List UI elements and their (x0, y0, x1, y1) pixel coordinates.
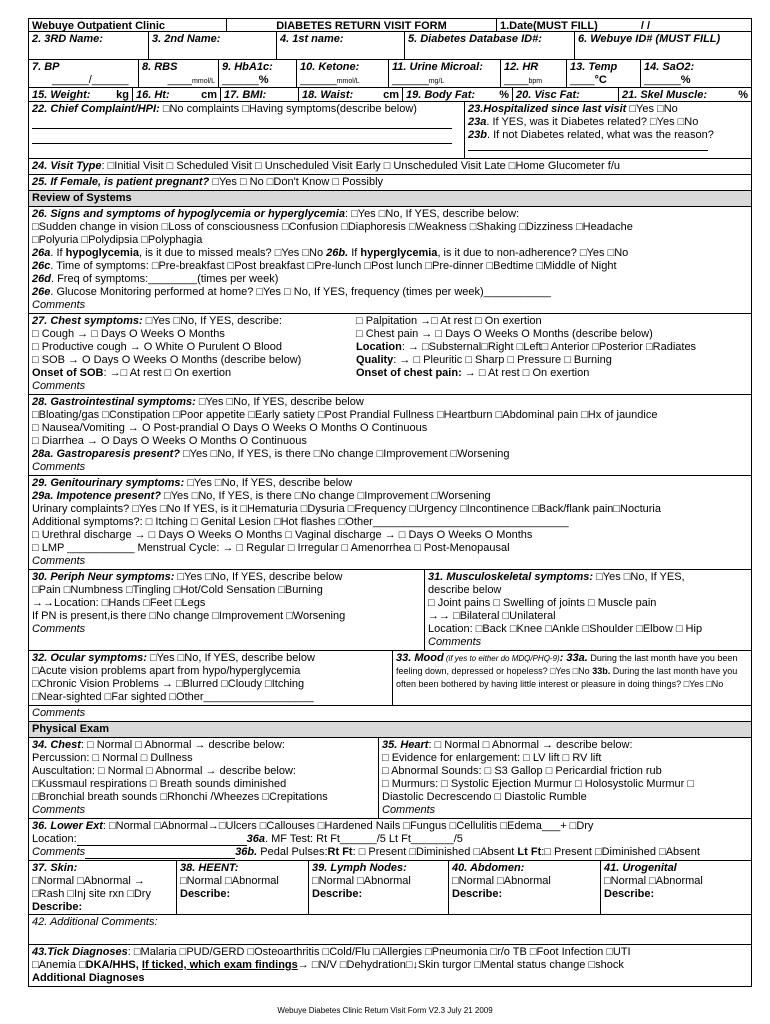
body-fat-field[interactable]: 19. Body Fat: % (403, 88, 513, 101)
first-name-field[interactable]: 4. 1st name: (277, 32, 405, 59)
q32-q33-row (29, 651, 751, 706)
weight-field[interactable]: 15. Weight: kg (29, 88, 133, 101)
ketone-field[interactable]: 10. Ketone: ______mmol/L (297, 60, 389, 87)
hba1c-field[interactable]: 9. HbA1c: ______% (219, 60, 297, 87)
second-name-field[interactable]: 3. 2nd Name: (149, 32, 277, 59)
id-row (29, 32, 751, 60)
urine-microal-field[interactable]: 11. Urine Microal: ______mg/L (389, 60, 501, 87)
header-row (29, 19, 751, 32)
q31-musculoskeletal[interactable]: 31. Musculoskeletal symptoms: □Yes □No, If YES, describe below □ Joint pains □ Swelling of joints □ Muscle pain →→ □Bilateral □Unilateral Location: □Back □Knee □Ankle □Shoulder □Elbow □ Hip Comments (428, 571, 703, 648)
review-of-systems-title: Review of Systems (29, 191, 751, 207)
waist-field[interactable]: 18. Waist: cm (299, 88, 403, 101)
q43-diagnoses[interactable]: 43.Tick Diagnoses: □Malaria □PUD/GERD □Osteoarthritis □Cold/Flu □Allergies □Pneumonia □r/o TB □Foot Infection □UTI □Anemia □DKA/HHS, If ticked, which exam findings→ □N/V □Dehydration□↓Skin turgor □Mental status change □shock Additional Diagnoses (32, 946, 631, 984)
physical-exam-title: Physical Exam (29, 722, 751, 738)
q30-q31-row (29, 570, 751, 651)
q40-abdomen[interactable]: 40. Abdomen: □Normal □Abnormal Describe: (449, 861, 601, 914)
q37-q41-row (29, 861, 751, 915)
rbs-field[interactable]: 8. RBS ____mmol/L (139, 60, 219, 87)
form-footer: Webuye Diabetes Clinic Return Visit Form V2.3 July 21 2009 (277, 1006, 493, 1015)
q27-chest-symptoms[interactable]: 27. Chest symptoms: □Yes □No, If YES, describe: □ Cough → □ Days O Weeks O Months □ Productive cough → O White O Purulent O Blood □ SOB → O Days O Weeks O Months (describe below) Onset of SOB: →□ At rest □ On exertion □ Palpitation →□ At rest □ On exertion □ Chest pain → □ Days O Weeks O Months (describe below) Location: → □Substernal□Right □Left□ Anterior □Posterior □Radiates Quality: → □ Pleuritic □ Sharp □ Pressure □ Burning Onset of chest pain: → □ At rest □ On exertion Comments (29, 314, 751, 395)
q36-lower-ext[interactable]: 36. Lower Ext: □Normal □Abnormal→□Ulcers □Callouses □Hardened Nails □Fungus □Cellulitis □Edema___+ □Dry Location: 36a. MF Test: Rt Ft______/5 Lt Ft_______/5 Comments 36b. Pedal Pulses:Rt Ft: □ Present □Diminished □Absent Lt Ft:□ Present □Diminished □Absent (29, 819, 751, 861)
webuye-id-field[interactable]: 6. Webuye ID# (MUST FILL) (578, 33, 721, 45)
q28-gi-symptoms[interactable]: 28. Gastrointestinal symptoms: □Yes □No, If YES, describe below □Bloating/gas □Constipation □Poor appetite □Early satiety □Post Prandial Fullness □Heartburn □Abdominal pain □Hx of jaundice □ Nausea/Vomiting → O Post-prandial O Days O Weeks O Months O Continuous □ Diarrhea → O Days O Weeks O Months O Continuous 28a. Gastroparesis present? □Yes □No, If YES, is there □No change □Improvement □Worsening Comments (29, 395, 751, 476)
third-name-field[interactable]: 2. 3RD Name: (29, 32, 149, 59)
q42-additional-comments[interactable]: 42. Additional Comments: (29, 915, 751, 945)
vitals-row (29, 60, 751, 88)
complaint-row (29, 102, 751, 159)
q41-urogenital[interactable]: 41. Urogenital □Normal □Abnormal Describe: (604, 862, 703, 900)
q39-lymph-nodes[interactable]: 39. Lymph Nodes: □Normal □Abnormal Describe: (309, 861, 449, 914)
q38-heent[interactable]: 38. HEENT: □Normal □Abnormal Describe: (177, 861, 309, 914)
bmi-field[interactable]: 17. BMI: (221, 88, 299, 101)
q34-q35-row (29, 738, 751, 819)
q37-skin[interactable]: 37. Skin: □Normal □Abnormal → □Rash □Inj site rxn □Dry Describe: (29, 861, 177, 914)
chief-complaint[interactable]: 22. Chief Complaint/HPI: □No complaints □Having symptoms(describe below) (29, 102, 465, 158)
q29-gu-symptoms[interactable]: 29. Genitourinary symptoms: □Yes □No, If YES, describe below 29a. Impotence present? □Yes □No, If YES, is there □No change □Improvement □Worsening Urinary complaints? □Yes □No If YES, is it □Hematuria □Dysuria □Frequency □Urgency □Incontinence □Back/flank pain□Nocturia Additional symptoms?: □ Itching □ Genital Lesion □Hot flashes □Other________________________________ □ Urethral discharge → □ Days O Weeks O Months □ Vaginal discharge → □ Days O Weeks O Months □ LMP ___________ Menstrual Cycle: → □ Regular □ Irregular □ Amenorrhea □ Post-Menopausal Comments (29, 476, 751, 570)
body-measures-row (29, 88, 751, 102)
sao2-field[interactable]: 14. SaO2: ______% (644, 61, 695, 86)
hospitalized-section[interactable]: 23.Hospitalized since last visit □Yes □No 23a. If YES, was it Diabetes related? □Yes □No 23b. If not Diabetes related, what was the reason? (465, 102, 751, 158)
pregnancy-question[interactable]: 25. If Female, is patient pregnant? □Yes □ No □Don't Know □ Possibly (29, 175, 751, 191)
q32-ocular[interactable]: 32. Ocular symptoms: □Yes □No, If YES, describe below □Acute vision problems apart from hypo/hyperglycemia □Chronic Vision Problems → □Blurred □Cloudy □Itching □Near-sighted □Far sighted □Other__________________ (29, 651, 393, 705)
temp-field[interactable]: 13. Temp ____°C (567, 60, 641, 87)
q26-hypo-hyperglycemia[interactable]: 26. Signs and symptoms of hypoglycemia or hyperglycemia: □Yes □No, If YES, describe below: □Sudden change in vision □Loss of consciousness □Confusion □Diaphoresis □Weakness □Shaking □Dizziness □Headache □Polyuria □Polydipsia □Polyphagia 26a. If hypoglycemia, is it due to missed meals? □Yes □No 26b. If hyperglycemia, is it due to non-adherence? □Yes □No 26c. Time of symptoms: □Pre-breakfast □Post breakfast □Pre-lunch □Post lunch □Pre-dinner □Bedtime □Middle of Night 26d. Freq of symptoms:________(times per week) 26e. Glucose Monitoring performed at home? □Yes □ No, If YES, frequency (times per week)___________ Comments (29, 207, 751, 314)
clinic-name: Webuye Outpatient Clinic (29, 19, 227, 31)
height-field[interactable]: 16. Ht: cm (133, 88, 221, 101)
general-comments[interactable]: Comments (29, 706, 751, 722)
date-field[interactable]: 1.Date(MUST FILL) / / (500, 20, 651, 31)
hr-field[interactable]: 12. HR ____bpm (501, 60, 567, 87)
bp-field[interactable]: 7. BP ______/______ (29, 60, 139, 87)
form-title: DIABETES RETURN VISIT FORM (227, 19, 497, 31)
diabetes-id-field[interactable]: 5. Diabetes Database ID#: (405, 32, 575, 59)
visc-fat-field[interactable]: 20. Visc Fat: (513, 88, 619, 101)
q33-mood[interactable]: 33. Mood (if yes to either do MDQ/PHQ-9): 33a. During the last month have you been feeling down, depressed or hopeless? □Yes □No 33b. During the last month have you often been bothered by having little interest or pleasure in doing things? □Yes □No (396, 652, 738, 689)
diabetes-return-visit-form (28, 18, 752, 987)
q30-periph-neur[interactable]: 30. Periph Neur symptoms: □Yes □No, If YES, describe below □Pain □Numbness □Tingling □Hot/Cold Sensation □Burning →→Location: □Hands □Feet □Legs If PN is present,is there □No change □Improvement □Worsening Comments (29, 570, 425, 650)
q34-chest-exam[interactable]: 34. Chest: □ Normal □ Abnormal → describe below: Percussion: □ Normal □ Dullness Auscultation: □ Normal □ Abnormal → describe below: □Kussmaul respirations □ Breath sounds diminished □Bronchial breath sounds □Rhonchi /Wheezes □Crepitations Comments (29, 738, 379, 818)
skel-muscle-field[interactable]: 21. Skel Muscle: % (622, 89, 748, 101)
visit-type[interactable]: 24. Visit Type: □Initial Visit □ Scheduled Visit □ Unscheduled Visit Early □ Unscheduled Visit Late □Home Glucometer f/u (29, 159, 751, 175)
q35-heart-exam[interactable]: 35. Heart: □ Normal □ Abnormal → describe below: □ Evidence for enlargement: □ LV lift □ RV lift □ Abnormal Sounds: □ S3 Gallop □ Pericardial friction rub □ Murmurs: □ Systolic Ejection Murmur □ Holosystolic Murmur □ Diastolic Decrescendo □ Diastolic Rumble Comments (382, 739, 695, 816)
